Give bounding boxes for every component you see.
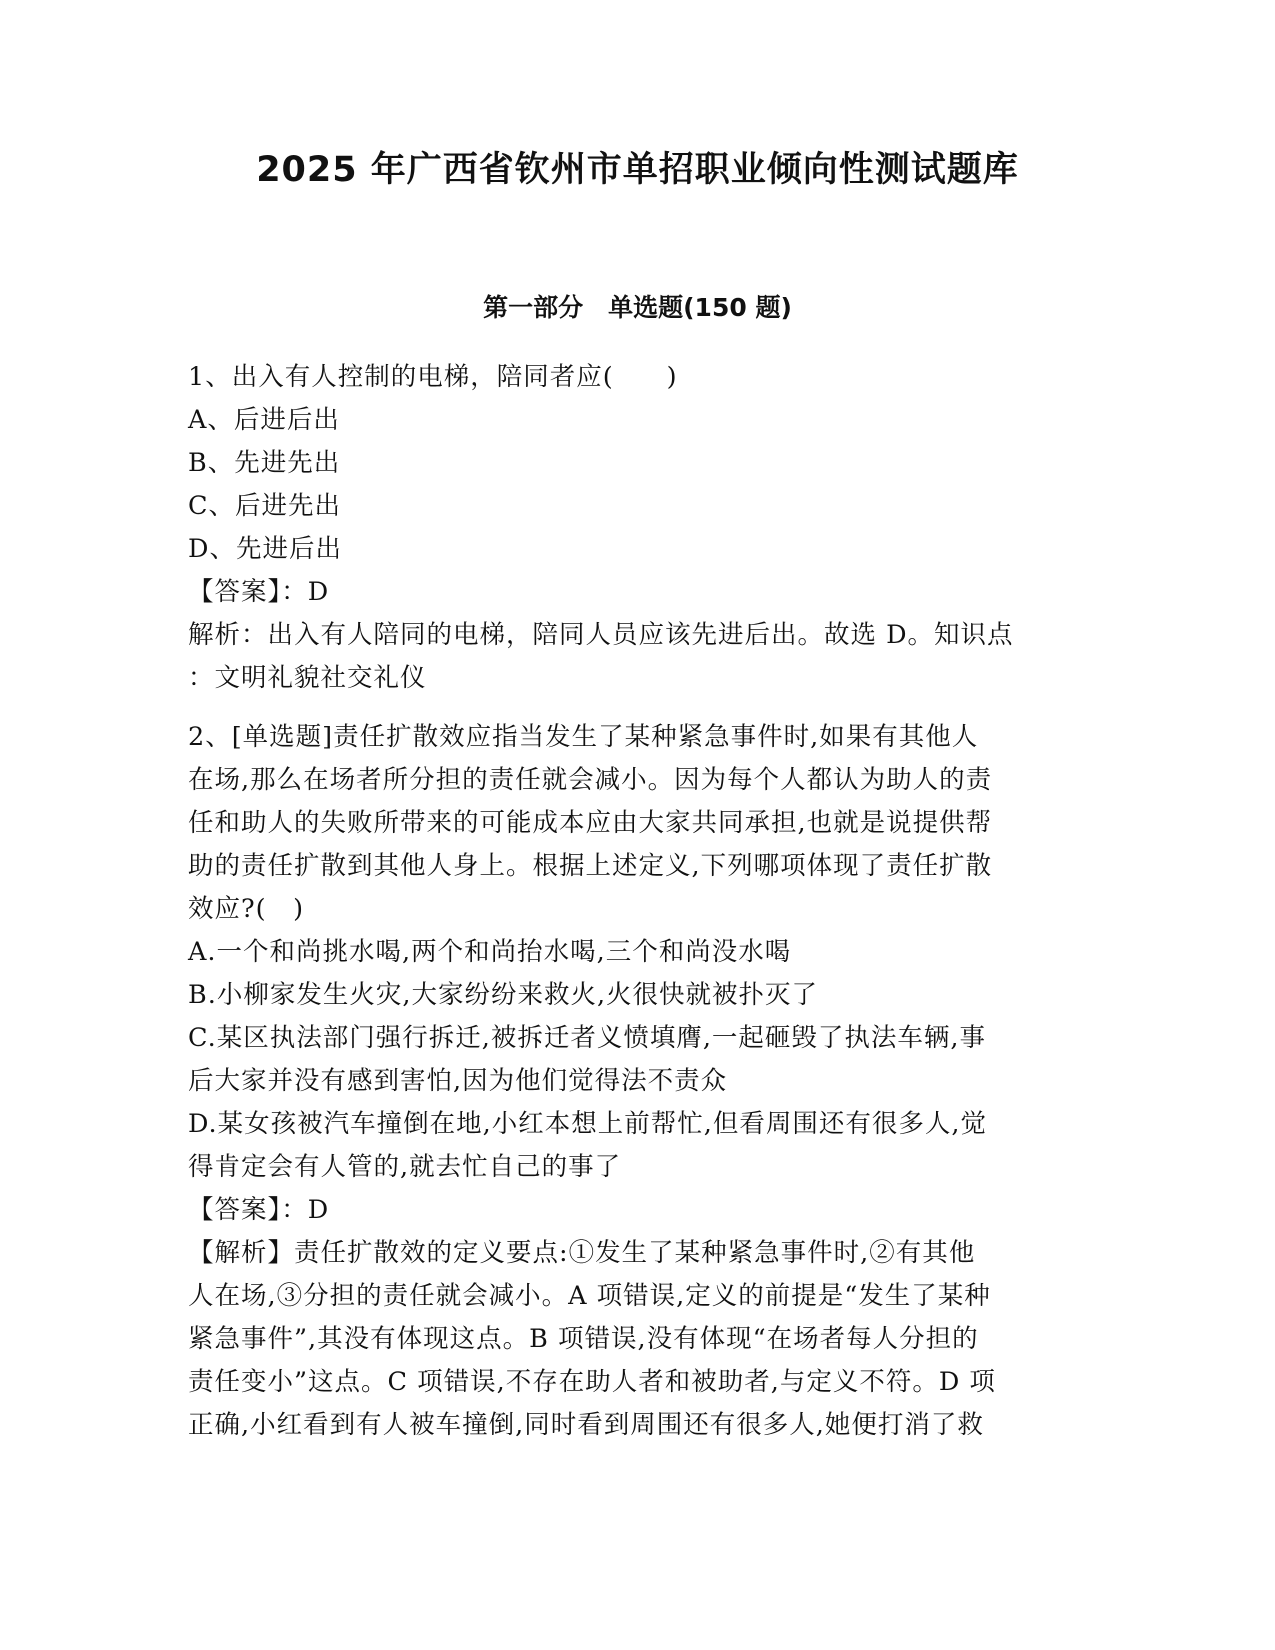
explanation-line: 正确,小红看到有人被车撞倒,同时看到周围还有很多人,她便打消了救 [188, 1410, 984, 1440]
question-stem-line: 在场,那么在场者所分担的责任就会减小。因为每个人都认为助人的责 [188, 765, 993, 795]
explanation-line: 责任变小”这点。C 项错误,不存在助人者和被助者,与定义不符。D 项 [188, 1367, 996, 1397]
question-1 [188, 356, 1088, 700]
answer-line: 【答案】：D [188, 577, 330, 607]
spacer [188, 700, 1088, 716]
option-a: A.一个和尚挑水喝,两个和尚抬水喝,三个和尚没水喝 [188, 937, 792, 967]
section-title: 第一部分 单选题(150 题) [483, 293, 792, 322]
explanation-line: ：文明礼貌社交礼仪 [188, 663, 427, 693]
option-b: B、先进先出 [188, 448, 341, 478]
question-stem-line: 任和助人的失败所带来的可能成本应由大家共同承担,也就是说提供帮 [188, 808, 993, 838]
explanation-line: 紧急事件”,其没有体现这点。B 项错误,没有体现“在场者每人分担的 [188, 1324, 979, 1354]
question-stem: 1、出入有人控制的电梯，陪同者应( ) [188, 362, 678, 392]
option-c-cont: 后大家并没有感到害怕,因为他们觉得法不责众 [188, 1066, 728, 1096]
document-title: 2025 年广西省钦州市单招职业倾向性测试题库 [256, 150, 1019, 190]
explanation-line: 【解析】责任扩散效的定义要点:①发生了某种紧急事件时,②有其他 [188, 1238, 976, 1268]
option-c: C.某区执法部门强行拆迁,被拆迁者义愤填膺,一起砸毁了执法车辆,事 [188, 1023, 987, 1053]
question-stem-line: 效应?( ) [188, 894, 305, 924]
question-stem-line: 助的责任扩散到其他人身上。根据上述定义,下列哪项体现了责任扩散 [188, 851, 993, 881]
option-b: B.小柳家发生火灾,大家纷纷来救火,火很快就被扑灭了 [188, 980, 819, 1010]
option-d-cont: 得肯定会有人管的,就去忙自己的事了 [188, 1152, 622, 1182]
explanation-line: 解析：出入有人陪同的电梯，陪同人员应该先进后出。故选 D。知识点 [188, 620, 1014, 650]
explanation-line: 人在场,③分担的责任就会减小。A 项错误,定义的前提是“发生了某种 [188, 1281, 991, 1311]
option-a: A、后进后出 [188, 405, 340, 435]
option-d: D.某女孩被汽车撞倒在地,小红本想上前帮忙,但看周围还有很多人,觉 [188, 1109, 987, 1139]
document-body [188, 356, 1088, 1447]
option-d: D、先进后出 [188, 534, 342, 564]
option-c: C、后进先出 [188, 491, 342, 521]
question-stem-line: 2、[单选题]责任扩散效应指当发生了某种紧急事件时,如果有其他人 [188, 722, 979, 752]
answer-line: 【答案】：D [188, 1195, 330, 1225]
question-2 [188, 716, 1088, 1447]
